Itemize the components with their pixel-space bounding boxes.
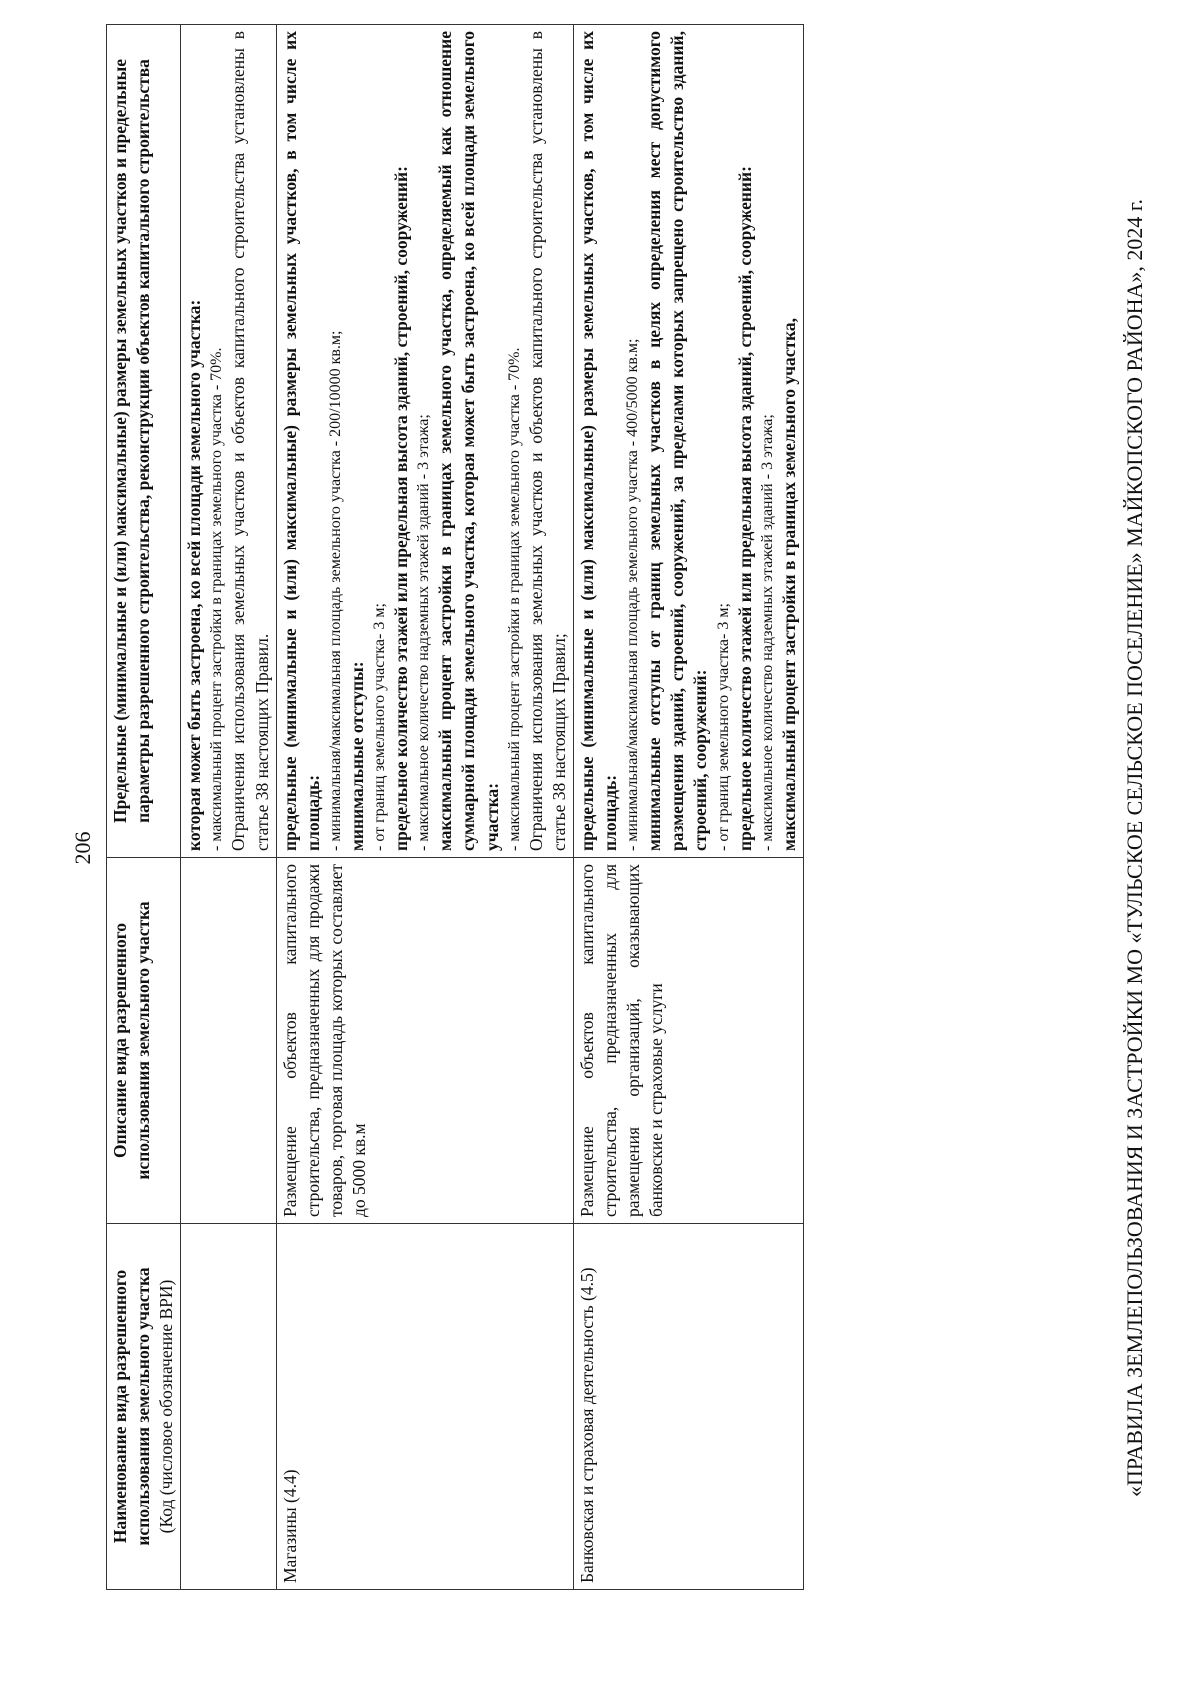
page-footer: «ПРАВИЛА ЗЕМЛЕПОЛЬЗОВАНИЯ И ЗАСТРОЙКИ МО «ТУЛЬСКОЕ СЕЛЬСКОЕ ПОСЕЛЕНИЕ» МАЙКОПСКОГО РАЙОНА», 2024 г. bbox=[1122, 199, 1147, 1497]
cell-vri-description: Размещение объектов капитального строительства, предназначенных для продажи товаров, торговая площадь которых составляет до 5000 кв.м bbox=[276, 858, 573, 1224]
param-line: - максимальное количество надземных этажей зданий - 3 этажа; bbox=[758, 414, 776, 851]
param-heading: предельное количество этажей или предельная высота зданий, строений, сооружений: bbox=[391, 166, 412, 851]
param-heading: предельные (минимальные и (или) максимальные) размеры земельных участков, в том числе их площадь: bbox=[576, 31, 621, 851]
header-params: Предельные (минимальные и (или) максимальные) размеры земельных участков и предельные параметры разрешенного строительства, реконструкции объектов капитального строительства bbox=[107, 25, 181, 858]
page-number: 206 bbox=[70, 831, 95, 865]
param-line: Ограничения использования земельных участков и объектов капитального строительства установлены в статье 38 настоящих Правил; bbox=[525, 31, 569, 851]
land-use-table bbox=[106, 24, 804, 1590]
table-header-row bbox=[107, 25, 181, 1590]
param-line: Ограничения использования земельных участков и объектов капитального строительства установлены в статье 38 настоящих Правил. bbox=[228, 31, 272, 851]
cell-vri-name: Магазины (4.4) bbox=[276, 1224, 573, 1590]
param-line: - от границ земельного участка- 3 м; bbox=[714, 603, 732, 851]
header-name-code: (Код (числовое обозначение ВРИ) bbox=[156, 1279, 177, 1534]
param-heading: максимальный процент застройки в границах земельного участка, определяемый как отношение суммарной площади земельного участка, которая может быть застроена, ко всей площади земельного участка: bbox=[435, 31, 502, 851]
header-description: Описание вида разрешенного использования земельного участка bbox=[107, 858, 181, 1224]
param-line: - от границ земельного участка- 3 м; bbox=[371, 603, 389, 851]
cell-vri-params bbox=[573, 25, 803, 858]
param-line: - минимальная/максимальная площадь земельного участка - 400/5000 кв.м; bbox=[624, 338, 642, 851]
param-heading: минимальные отступы от границ земельных участков в целях определения мест допустимого размещения зданий, строений, сооружений, за пределами которых запрещено строительство зданий, строений, сооружений: bbox=[644, 31, 711, 851]
header-name-bold: Наименование вида разрешенного использования земельного участка bbox=[110, 1267, 154, 1546]
cell-vri-params bbox=[181, 25, 276, 858]
param-line: - максимальный процент застройки в границах земельного участка - 70%. bbox=[208, 347, 226, 851]
param-line: - максимальный процент застройки в границах земельного участка - 70%. bbox=[505, 347, 523, 851]
cell-vri-name bbox=[181, 1224, 276, 1590]
cell-vri-name: Банковская и страховая деятельность (4.5) bbox=[573, 1224, 803, 1590]
table-row bbox=[573, 25, 803, 1590]
param-line: - максимальное количество надземных этажей зданий - 3 этажа; bbox=[415, 414, 433, 851]
param-heading: максимальный процент застройки в границах земельного участка, bbox=[778, 317, 799, 851]
param-heading: минимальные отступы: bbox=[346, 661, 367, 851]
table-row bbox=[181, 25, 276, 1590]
table-row bbox=[276, 25, 573, 1590]
cell-vri-params bbox=[276, 25, 573, 858]
param-heading: которая может быть застроена, ко всей площади земельного участка: bbox=[184, 299, 205, 851]
param-heading: предельные (минимальные и (или) максимальные) размеры земельных участков, в том числе их площадь: bbox=[279, 31, 323, 851]
cell-vri-description: Размещение объектов капитального строительства, предназначенных для размещения организаций, оказывающих банковские и страховые услуги bbox=[573, 858, 803, 1224]
param-heading: предельное количество этажей или предельная высота зданий, строений, сооружений: bbox=[734, 166, 755, 851]
param-line: - минимальная/максимальная площадь земельного участка - 200/10000 кв.м; bbox=[326, 330, 344, 851]
table-body bbox=[181, 25, 804, 1590]
header-name bbox=[107, 1224, 181, 1590]
cell-vri-description bbox=[181, 858, 276, 1224]
